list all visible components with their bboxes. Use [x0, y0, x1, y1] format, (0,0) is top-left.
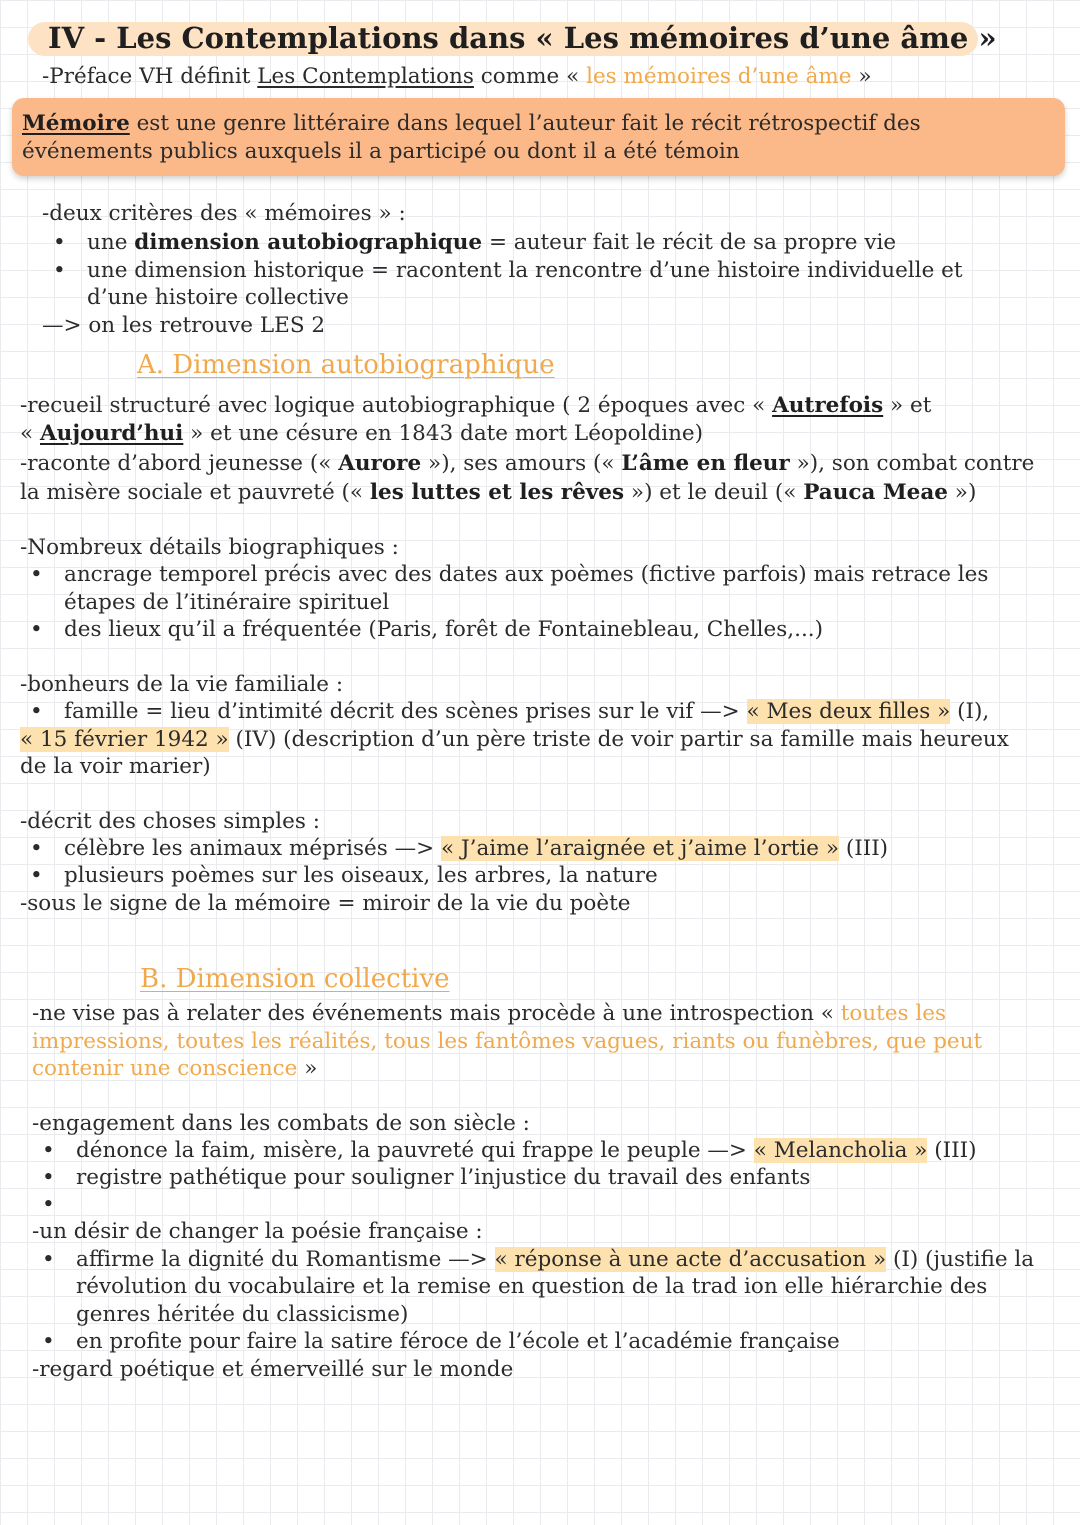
a-simple-bullet-1 — [64, 835, 888, 862]
page-title: IV - Les Contemplations dans « Les mémoires d’une âme » — [48, 21, 997, 55]
b-closing-line: -regard poétique et émerveillé sur le monde — [32, 1357, 514, 1382]
criteria-conclusion: —> on les retrouve LES 2 — [42, 313, 326, 338]
a-p2-line-2 — [20, 479, 976, 506]
b-r1-end: (I) (justifie la — [886, 1247, 1035, 1272]
a-family-bullet-1 — [64, 698, 989, 725]
a-simple-bullet-2: • plusieurs poèmes sur les oiseaux, les arbres, la nature — [64, 862, 658, 889]
b-quote-3: contenir une conscience — [32, 1056, 298, 1081]
a-p1-l2-open: « — [20, 421, 40, 446]
definition-text-1: est une genre littéraire dans lequel l’auteur fait le récit rétrospectif des — [129, 111, 921, 136]
criteria-b1-rest: = auteur fait le récit de sa propre vie — [482, 230, 897, 255]
a-f1-end: (I), — [950, 699, 990, 724]
intro-end: » — [851, 64, 872, 89]
a-s1-text: célèbre les animaux méprisés —> — [64, 836, 441, 861]
b-desire-bullet-1-cont-2: genres héritée du classicisme) — [76, 1302, 409, 1327]
criteria-b1-bold: dimension autobiographique — [134, 230, 483, 255]
b-engage-heading: -engagement dans les combats de son siècle : — [32, 1111, 530, 1136]
criteria-bullet-2-cont: d’une histoire collective — [87, 285, 349, 310]
a-p2-l2-end: ») — [947, 480, 977, 505]
a-family-line-3: de la voir marier) — [20, 754, 211, 779]
intro-line — [42, 63, 872, 90]
a-p2-l2-text: la misère sociale et pauvreté (« — [20, 480, 370, 505]
section-b-heading-text: B. Dimension collective — [140, 964, 450, 994]
a-p1-line-1 — [20, 392, 931, 419]
definition-term: Mémoire — [22, 111, 130, 136]
a-pauca-meae: Pauca Meae — [803, 480, 948, 505]
b-melancholia: « Melancholia » — [753, 1138, 928, 1163]
a-details-bullet-2: • des lieux qu’il a fréquentée (Paris, forêt de Fontainebleau, Chelles,...) — [64, 616, 823, 643]
a-s1-end: (III) — [838, 836, 889, 861]
intro-mid: comme « — [473, 64, 587, 89]
b-desire-bullet-1 — [76, 1246, 1034, 1273]
a-aujourdhui: Aujourd’hui — [40, 421, 184, 446]
a-family-heading: -bonheurs de la vie familiale : — [20, 672, 344, 697]
a-autrefois: Autrefois — [772, 393, 884, 418]
a-aurore: Aurore — [338, 451, 422, 476]
a-p2-l1-text: -raconte d’abord jeunesse (« — [20, 451, 339, 476]
criteria-b1-text: une — [87, 230, 135, 255]
a-p1-l2-end: » et une césure en 1843 date mort Léopoldine) — [183, 421, 704, 446]
criteria-bullet-2: • une dimension historique = racontent la rencontre d’une histoire individuelle et — [87, 257, 963, 284]
b-p1-line-3 — [32, 1055, 317, 1082]
intro-quote: les mémoires d’une âme — [586, 64, 852, 89]
b-e1-end: (III) — [927, 1138, 977, 1163]
criteria-bullet-1 — [87, 229, 896, 256]
a-details-bullet-1: • ancrage temporel précis avec des dates aux poèmes (fictive parfois) mais retrace les — [64, 561, 988, 588]
a-araignee: « J’aime l’araignée et j’aime l’ortie » — [441, 836, 839, 861]
a-p2-l1-mid: »), ses amours (« — [421, 451, 622, 476]
b-p1-l1-text: -ne vise pas à relater des événements mais procède à une introspection « — [32, 1001, 841, 1026]
section-b-heading — [140, 964, 450, 994]
b-reponse-accusation: « réponse à une acte d’accusation » — [494, 1247, 887, 1272]
a-family-line-2 — [20, 726, 1009, 753]
a-p2-l1-end: »), son combat contre — [789, 451, 1035, 476]
a-ame-en-fleur: L’âme en fleur — [621, 451, 790, 476]
b-desire-bullet-1-cont-1: révolution du vocabulaire et la remise en question de la trad ion elle hiérarchie des — [76, 1274, 988, 1299]
b-e1-text: dénonce la faim, misère, la pauvreté qui frappe le peuple —> — [76, 1138, 754, 1163]
a-p1-line-2 — [20, 420, 703, 447]
a-f1-text: famille = lieu d’intimité décrit des scènes prises sur le vif —> — [64, 699, 747, 724]
a-p2-l2-mid: ») et le deuil (« — [624, 480, 804, 505]
b-quote-1: toutes les — [840, 1001, 947, 1026]
b-desire-heading: -un désir de changer la poésie française : — [32, 1219, 483, 1244]
b-r1-text: affirme la dignité du Romantisme —> — [76, 1247, 495, 1272]
criteria-heading: -deux critères des « mémoires » : — [42, 201, 406, 226]
intro-prefix: -Préface VH définit — [42, 64, 258, 89]
b-desire-bullet-2: • en profite pour faire la satire féroce de l’école et l’académie française — [76, 1328, 840, 1355]
a-f2-rest: (IV) (description d’un père triste de voir partir sa famille mais heureux — [228, 727, 1009, 752]
a-p1-l1-end: » et — [883, 393, 932, 418]
b-engage-bullet-2: • registre pathétique pour souligner l’injustice du travail des enfants — [76, 1164, 810, 1191]
a-p1-l1-text: -recueil structuré avec logique autobiographique ( 2 époques avec « — [20, 393, 773, 418]
definition-line-1 — [22, 110, 921, 137]
a-simple-heading: -décrit des choses simples : — [20, 809, 321, 834]
section-a-heading-text: A. Dimension autobiographique — [137, 350, 555, 380]
b-quote-2: impressions, toutes les réalités, tous les fantômes vagues, riants ou funèbres, que peut — [32, 1029, 983, 1054]
b-engage-bullet-1 — [76, 1137, 977, 1164]
definition-line-2: événements publics auxquels il a participé ou dont il a été témoin — [22, 139, 740, 164]
a-15-fevrier: « 15 février 1942 » — [20, 727, 229, 752]
a-memory-line: -sous le signe de la mémoire = miroir de la vie du poète — [20, 891, 631, 916]
section-a-heading — [137, 350, 555, 380]
a-details-heading: -Nombreux détails biographiques : — [20, 535, 399, 560]
intro-work: Les Contemplations — [257, 64, 474, 89]
a-p2-line-1 — [20, 450, 1034, 477]
b-quote-end: » — [297, 1056, 318, 1081]
b-p1-line-1 — [32, 1000, 946, 1027]
a-details-bullet-1-cont: étapes de l’itinéraire spirituel — [64, 590, 390, 615]
a-mes-deux-filles: « Mes deux filles » — [746, 699, 951, 724]
a-luttes-reves: les luttes et les rêves — [369, 480, 625, 505]
